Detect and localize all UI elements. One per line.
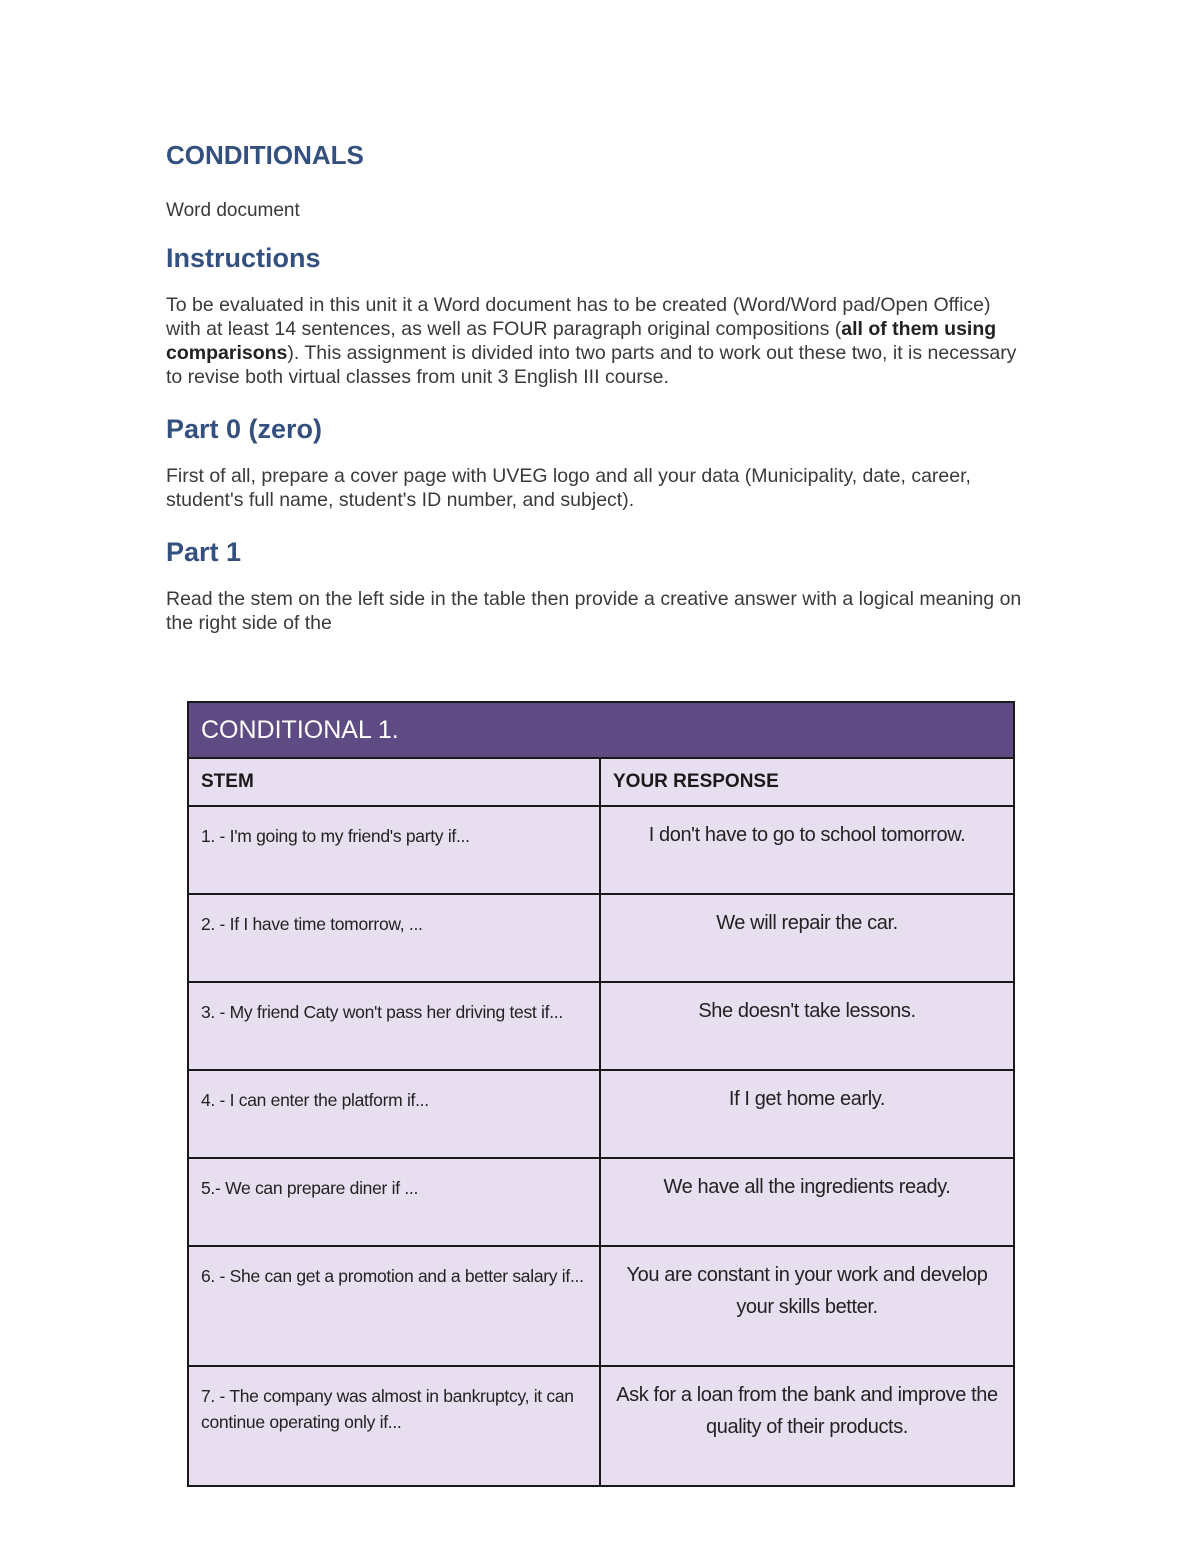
stem-cell: 2. - If I have time tomorrow, ... bbox=[188, 894, 600, 982]
instructions-heading: Instructions bbox=[166, 243, 321, 273]
response-cell[interactable]: You are constant in your work and develop your skills better. bbox=[600, 1246, 1014, 1366]
part0-paragraph: First of all, prepare a cover page with UVEG logo and all your data (Municipality, date, career, student's full name, student's ID number, and subject). bbox=[166, 465, 971, 511]
conditional-table-wrapper bbox=[187, 701, 1013, 1487]
table-row bbox=[188, 894, 1014, 982]
stem-cell: 3. - My friend Caty won't pass her driving test if... bbox=[188, 982, 600, 1070]
response-cell[interactable]: She doesn't take lessons. bbox=[600, 982, 1014, 1070]
column-header-stem: STEM bbox=[188, 758, 600, 806]
document-subtitle: Word document bbox=[166, 200, 300, 221]
stem-cell: 6. - She can get a promotion and a better salary if... bbox=[188, 1246, 600, 1366]
conditional-table bbox=[187, 701, 1015, 1487]
response-cell[interactable]: If I get home early. bbox=[600, 1070, 1014, 1158]
instructions-paragraph bbox=[166, 293, 1026, 389]
instructions-text-2: ). This assignment is divided into two parts and to work out these two, it is necessary to revise both virtual classes from unit 3 English III course. bbox=[166, 342, 1017, 388]
response-cell[interactable]: We have all the ingredients ready. bbox=[600, 1158, 1014, 1246]
table-row bbox=[188, 806, 1014, 894]
instructions-text-1: To be evaluated in this unit it a Word document has to be created (Word/Word pad/Open Office) with at least 14 sentences, as well as FOUR paragraph original compositions ( bbox=[166, 294, 991, 340]
part1-heading: Part 1 bbox=[166, 537, 242, 567]
column-header-response: YOUR RESPONSE bbox=[600, 758, 1014, 806]
table-row bbox=[188, 1366, 1014, 1486]
instructions-bold-text: all of them using comparisons bbox=[166, 318, 997, 364]
table-title: CONDITIONAL 1. bbox=[188, 702, 1014, 758]
response-cell[interactable]: Ask for a loan from the bank and improve the quality of their products. bbox=[600, 1366, 1014, 1486]
stem-cell: 4. - I can enter the platform if... bbox=[188, 1070, 600, 1158]
table-row bbox=[188, 1246, 1014, 1366]
stem-cell: 5.- We can prepare diner if ... bbox=[188, 1158, 600, 1246]
response-cell[interactable]: I don't have to go to school tomorrow. bbox=[600, 806, 1014, 894]
table-row bbox=[188, 1158, 1014, 1246]
table-row bbox=[188, 982, 1014, 1070]
document-body bbox=[166, 138, 1026, 657]
stem-cell: 1. - I'm going to my friend's party if... bbox=[188, 806, 600, 894]
stem-cell: 7. - The company was almost in bankruptcy, it can continue operating only if... bbox=[188, 1366, 600, 1486]
part1-paragraph: Read the stem on the left side in the table then provide a creative answer with a logical meaning on the right side of the bbox=[166, 588, 1022, 634]
part0-heading: Part 0 (zero) bbox=[166, 414, 323, 444]
response-cell[interactable]: We will repair the car. bbox=[600, 894, 1014, 982]
document-title: CONDITIONALS bbox=[166, 140, 364, 170]
table-row bbox=[188, 1070, 1014, 1158]
